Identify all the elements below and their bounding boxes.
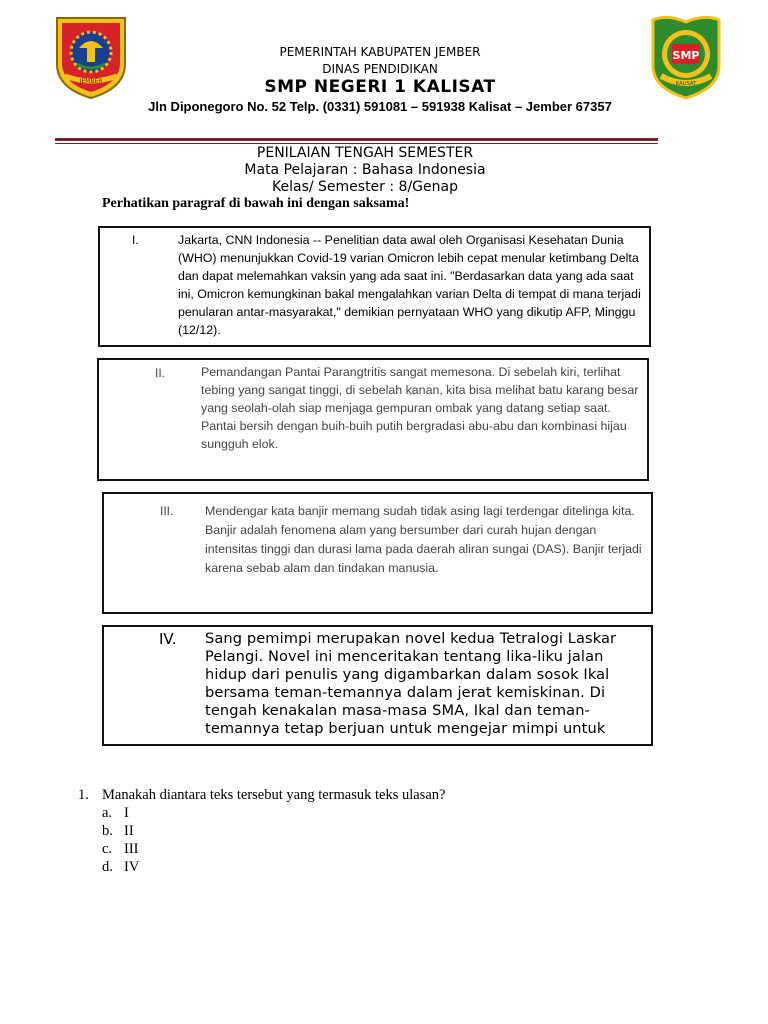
text-box-2 <box>97 358 649 481</box>
smp-logo-text: SMP <box>672 49 700 62</box>
option-c-letter: c. <box>102 841 113 857</box>
exam-class: Kelas/ Semester : 8/Genap <box>272 179 458 195</box>
option-b-value: II <box>124 823 134 839</box>
exam-subject: Mata Pelajaran : Bahasa Indonesia <box>244 162 486 178</box>
jember-regency-logo <box>53 14 129 100</box>
header-divider-thin <box>55 143 658 144</box>
school-name: SMP NEGERI 1 KALISAT <box>264 77 496 97</box>
department-name: DINAS PENDIDIKAN <box>322 62 438 76</box>
text-numeral: II. <box>155 366 166 380</box>
text-box-3 <box>102 492 653 614</box>
option-d-value: IV <box>124 859 140 875</box>
jember-logo-text: JEMBER <box>79 78 103 85</box>
text-box-4 <box>102 625 653 746</box>
option-c-value: III <box>124 841 139 857</box>
question-number: 1. <box>78 787 89 803</box>
exam-title: PENILAIAN TENGAH SEMESTER <box>256 145 474 161</box>
smp-logo-subtext: KALISAT <box>675 81 697 87</box>
option-b-letter: b. <box>102 823 113 839</box>
question-text: Manakah diantara teks tersebut yang termasuk teks ulasan? <box>102 787 446 803</box>
school-address: Jln Diponegoro No. 52 Telp. (0331) 591081 – 591938 Kalisat – Jember 67357 <box>148 99 612 114</box>
text-numeral: I. <box>132 233 139 247</box>
text-paragraph: Mendengar kata banjir memang sudah tidak asing lagi terdengar ditelinga kita. Banjir adalah fenomena alam yang bersumber dari curah hujan dengan intensitas tinggi dan durasi lama pada daerah aliran sungai (DAS). Banjir terjadi karena sebab alam dan tindakan manusia. <box>205 504 642 575</box>
text-paragraph: Jakarta, CNN Indonesia -- Penelitian data awal oleh Organisasi Kesehatan Dunia (WHO) menunjukkan Covid-19 varian Omicron lebih cepat menular ketimbang Delta dan dapat melemahkan vaksin yang ada saat ini. "Berdasarkan data yang ada saat ini, Omicron kemungkinan bakal mengalahkan varian Delta di tempat di mana terjadi penularan antar-masyarakat," demikian pernyataan WHO yang dikutip AFP, Minggu (12/12). <box>178 233 641 337</box>
text-numeral: IV. <box>159 630 177 648</box>
text-paragraph: Pemandangan Pantai Parangtritis sangat memesona. Di sebelah kiri, terlihat tebing yang sangat tinggi, di sebelah kanan, kita bisa melihat batu karang besar yang seolah-olah siap menjaga gempuran ombak yang datang setiap saat. Pantai bersih dengan buih-buih putih bergradasi abu-abu dan kombinasi hijau sungguh elok. <box>201 365 639 451</box>
exam-instruction: Perhatikan paragraf di bawah ini dengan saksama! <box>102 196 410 211</box>
option-d-letter: d. <box>102 859 113 875</box>
option-a-value: I <box>124 805 129 821</box>
header-divider-thick <box>55 138 658 141</box>
text-paragraph: Sang pemimpi merupakan novel kedua Tetralogi Laskar Pelangi. Novel ini menceritakan tentang lika-liku jalan hidup dari penulis yang digambarkan dalam sosok Ikal bersama teman-temannya dalam jerat kemiskinan. Di tengah kenakalan masa-masa SMA, Ikal dan teman-temannya tetap berjuan untuk mengejar mimpi untuk <box>205 630 617 737</box>
regency-name: PEMERINTAH KABUPATEN JEMBER <box>279 45 481 59</box>
smp-school-logo <box>647 14 725 100</box>
text-numeral: III. <box>160 504 174 518</box>
option-a-letter: a. <box>102 805 113 821</box>
text-box-1 <box>98 226 651 347</box>
